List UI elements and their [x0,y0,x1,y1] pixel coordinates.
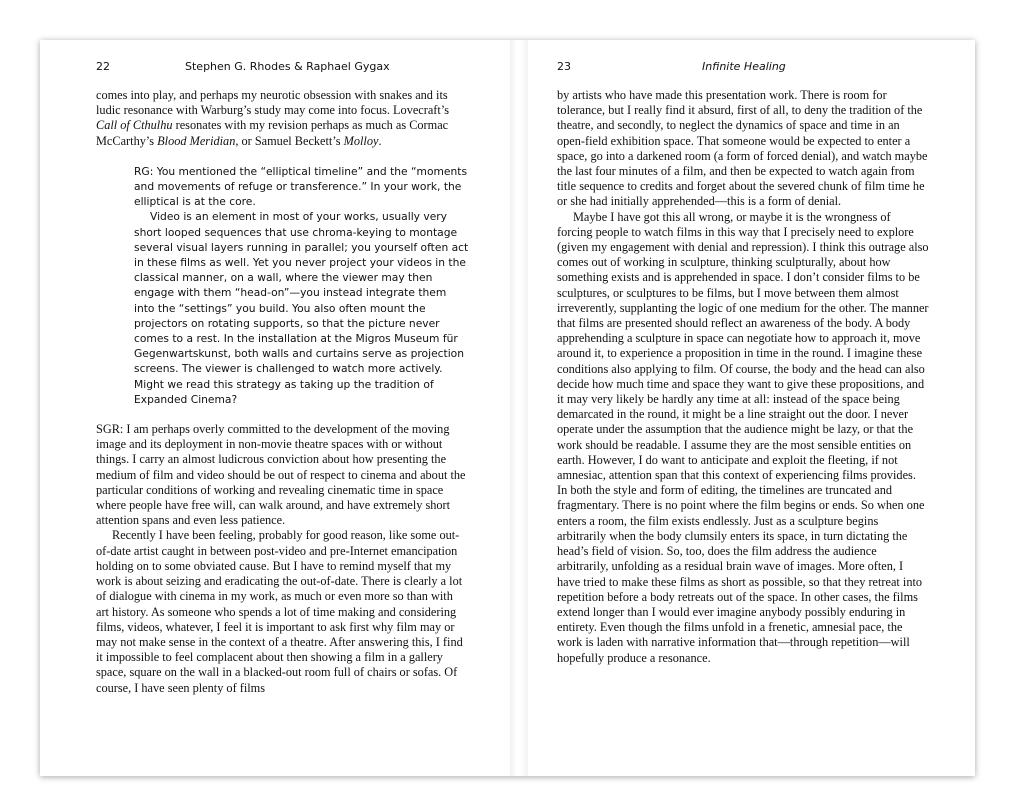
left-paragraph-1 [96,88,466,149]
title-molloy: Molloy [343,133,379,148]
title-call-of-cthulhu: Call of Cthulhu [96,118,173,133]
right-paragraph-2: Maybe I have got this all wrong, or maybe it is the wrongness of forcing people to watch films in this way that I precisely need to explore (given my engagement with denial and repression). I think this outrage also comes out of working in sculpture, thinking sculpturally, about how something exists and is apprehended in space. I don’t consider films to be sculptures, or sculptures to be films, but I move between them almost irreverently, supplanting the logic of one medium for the other. The manner that films are presented should reflect an awareness of the body. A body apprehending a sculpture in space can negotiate how to approach it, move around it, to experience a proposition in time in the round. I imagine these conditions also applying to film. Of course, the body and the head can also decide how much time and space they want to give these propositions, and it may very likely be hardly any time at all: instead of the space being demarcated in the round, it might be a line straight out the door. I never operate under the assumption that the audience might be lazy, or that the work should be readable. I assume they are the most sensible entities on earth. However, I do want to anticipate and exploit the fleeting, if not amnesiac, attention span that this context of experiencing films provides. In both the style and form of editing, the timelines are truncated and fragmentary. There is no point where the film begins or ends. So when one enters a room, the film exists endlessly. Just as a sculpture begins arbitrarily when the body clumsily enters its space, in turn dictating the head’s field of vision. So, too, does the film address the audience arbitrarily, unfolding as a residual brain wave of images. More often, I have tried to make these films as short as possible, so that they retreat into repetition before a body retreats out of the space. In other cases, the films extend longer than I would ever imagine anybody possibly enduring in entirety. Even though the films unfold in a frenetic, amnesial pace, the work is laden with narrative information that—through repetition—will hopefully produce a resonance. [557,209,929,665]
right-paragraph-1: by artists who have made this presentation work. There is room for tolerance, but I really find it absurd, first of all, to deny the tradition of the theatre, and secondly, to neglect the dynamics of space and time in an open-field exhibition space. That someone would be expected to enter a space, go into a darkened room (a form of forced denial), and watch maybe the last four minutes of a film, and then be expected to watch again from title sequence to credits and forget about the severed chunk of film time he or she had initially apprehended—this is a form of denial. [557,88,928,209]
left-page-number: 22 [96,60,110,73]
right-page-body [557,88,929,666]
right-page-number: 23 [557,60,571,73]
text-run: comes into play, and perhaps my neurotic obsession with snakes and its ludic resonance with Warburg’s study may come into focus. Lovecraft’s [96,88,450,118]
left-running-head: Stephen G. Rhodes & Raphael Gygax [185,60,390,73]
right-running-head: Infinite Healing [702,60,786,73]
left-page-body [96,88,469,696]
text-run: . [378,133,382,148]
text-run: resonates with my revision perhaps as much as Cormac McCarthy’s [96,118,449,148]
title-blood-meridian: Blood Meridian [157,133,236,148]
answer-paragraph-2: Recently I have been feeling, probably for good reason, like some out-of-date artist caught in between post-video and pre-Internet emancipation holding on to some obviated cause. But I have to remind myself that my work is about seizing and eradicating the out-of-date. There is clearly a lot of dialogue with cinema in my work, as much or even more so than with art history. As someone who spends a lot of time making and considering films, videos, whatever, I feel it is important to ask first why film may or may not make sense in the context of a theatre. After answering this, I find it impossible to feel complacent about then showing a film in a gallery space, square on the wall in a blacked-out room full of chairs or sofas. Of course, I have seen plenty of films [96,528,463,695]
text-run: , or Samuel Beckett’s [235,133,344,148]
book-gutter [510,40,528,776]
book-spread [40,40,975,776]
answer-paragraph-1: SGR: I am perhaps overly committed to the development of the moving image and its deployment in non-movie theatre spaces with or without things. I carry an almost ludicrous conviction about how presenting the medium of film and video should be out of respect to cinema and about the particular conditions of working and revealing cinematic time in space where people have free will, can walk around, and have extremely short attention spans and even less patience. [96,422,466,528]
question-paragraph-2: Video is an element in most of your works, usually very short looped sequences that use chroma-keying to montage several visual layers running in parallel; you yourself often act in these films as well. Yet you never project your videos in the classical manner, on a wall, where the viewer may then engage with them “head-on”—you instead integrate them into the “settings” you build. You also often mount the projectors on rotating supports, so that the picture never comes to a rest. In the installation at the Migros Museum für Gegenwartskunst, both walls and curtains serve as projection screens. The viewer is challenged to watch more actively. Might we read this strategy as taking up the tradition of Expanded Cinema? [134,210,469,406]
question-paragraph-1: RG: You mentioned the “elliptical timeline” and the “moments and movements of refuge or transference.” In your work, the elliptical is at the core. [134,164,468,209]
interview-question [134,164,469,407]
